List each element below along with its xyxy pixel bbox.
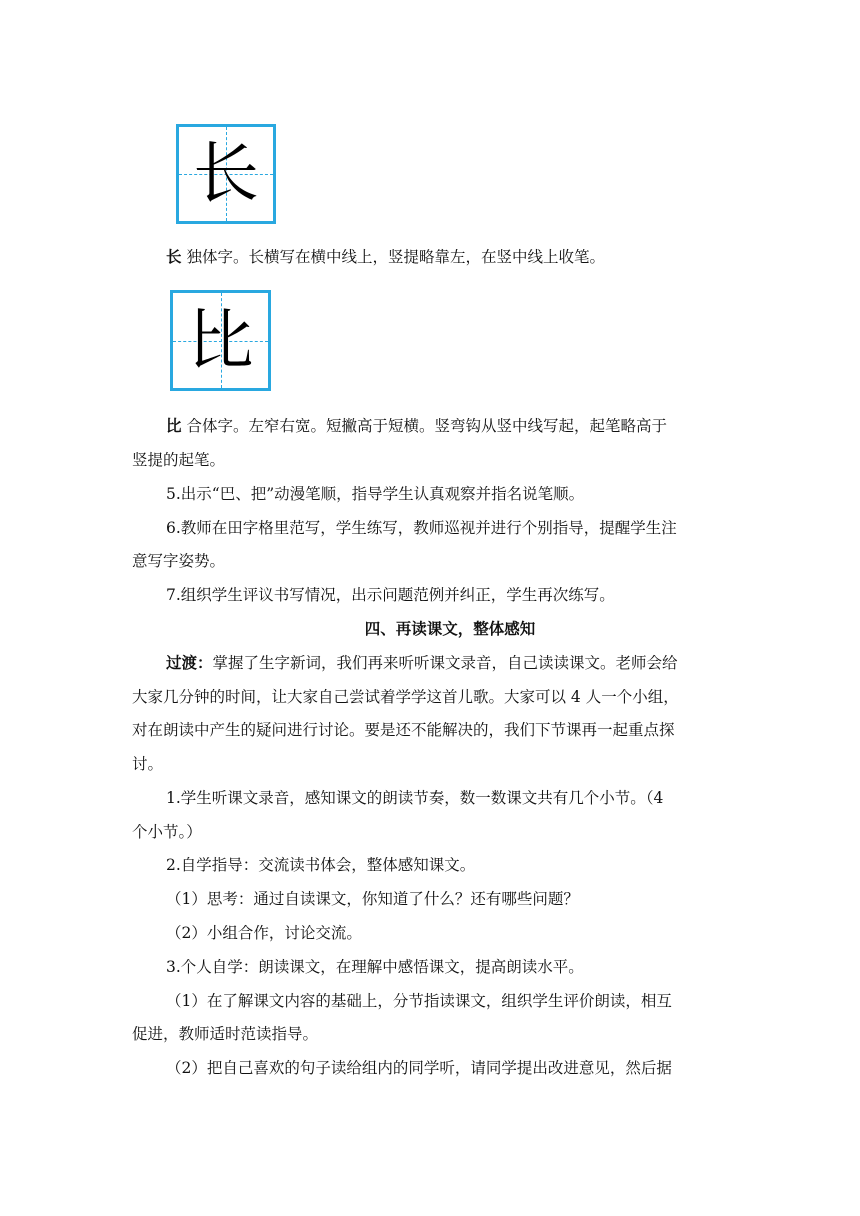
item-1: 1.学生听课文录音，感知课文的朗读节奏，数一数课文共有几个小节。（4	[166, 789, 664, 807]
grid-character-bi: 比	[187, 301, 254, 379]
step-5: 5.出示“巴、把”动漫笔顺，指导学生认真观察并指名说笔顺。	[166, 485, 585, 503]
item-3-sub-1-continued: 促进，教师适时范读指导。	[132, 1025, 319, 1043]
tianzige-grid-bi	[170, 290, 271, 391]
tianzige-grid-chang	[176, 124, 276, 224]
item-2: 2.自学指导：交流读书体会，整体感知课文。	[166, 856, 476, 874]
item-2-sub-1: （1）思考：通过自读课文，你知道了什么？还有哪些问题？	[166, 890, 579, 908]
section-heading: 四、再读课文，整体感知	[364, 619, 536, 638]
transition-line-3: 对在朗读中产生的疑问进行讨论。要是还不能解决的，我们下节课再一起重点探	[132, 721, 675, 739]
item-3-sub-1: （1）在了解课文内容的基础上，分节指读课文，组织学生评价朗读，相互	[166, 992, 672, 1010]
item-1-continued: 个小节。）	[132, 823, 202, 841]
entry-bi-continued: 竖提的起笔。	[132, 451, 226, 469]
step-6: 6.教师在田字格里范写，学生练写，教师巡视并进行个别指导，提醒学生注	[166, 519, 677, 537]
entry-chang	[166, 247, 605, 267]
item-3-sub-2: （2）把自己喜欢的句子读给组内的同学听，请同学提出改进意见，然后据	[166, 1059, 672, 1077]
step-7: 7.组织学生评议书写情况，出示问题范例并纠正，学生再次练写。	[166, 586, 615, 604]
item-3: 3.个人自学：朗读课文，在理解中感悟课文，提高朗读水平。	[166, 958, 584, 976]
transition-line-2: 大家几分钟的时间，让大家自己尝试着学学这首儿歌。大家可以 4 人一个小组，	[132, 688, 679, 706]
item-2-sub-2: （2）小组合作，讨论交流。	[166, 924, 362, 942]
entry-description: 独体字。长横写在横中线上，竖提略靠左，在竖中线上收笔。	[181, 248, 605, 266]
grid-character-chang: 长	[193, 135, 259, 212]
transition-text: 掌握了生字新词，我们再来听听课文录音，自己读读课文。老师会给	[212, 654, 678, 672]
transition-line-4: 讨。	[132, 755, 164, 773]
entry-description: 合体字。左窄右宽。短撇高于短横。竖弯钩从竖中线写起，起笔略高于	[181, 417, 667, 435]
transition-paragraph	[166, 653, 678, 673]
step-6-continued: 意写字姿势。	[132, 552, 226, 570]
entry-term: 比	[166, 416, 182, 435]
entry-term: 长	[166, 247, 182, 266]
entry-bi	[166, 416, 667, 436]
transition-label: 过渡：	[166, 653, 213, 672]
